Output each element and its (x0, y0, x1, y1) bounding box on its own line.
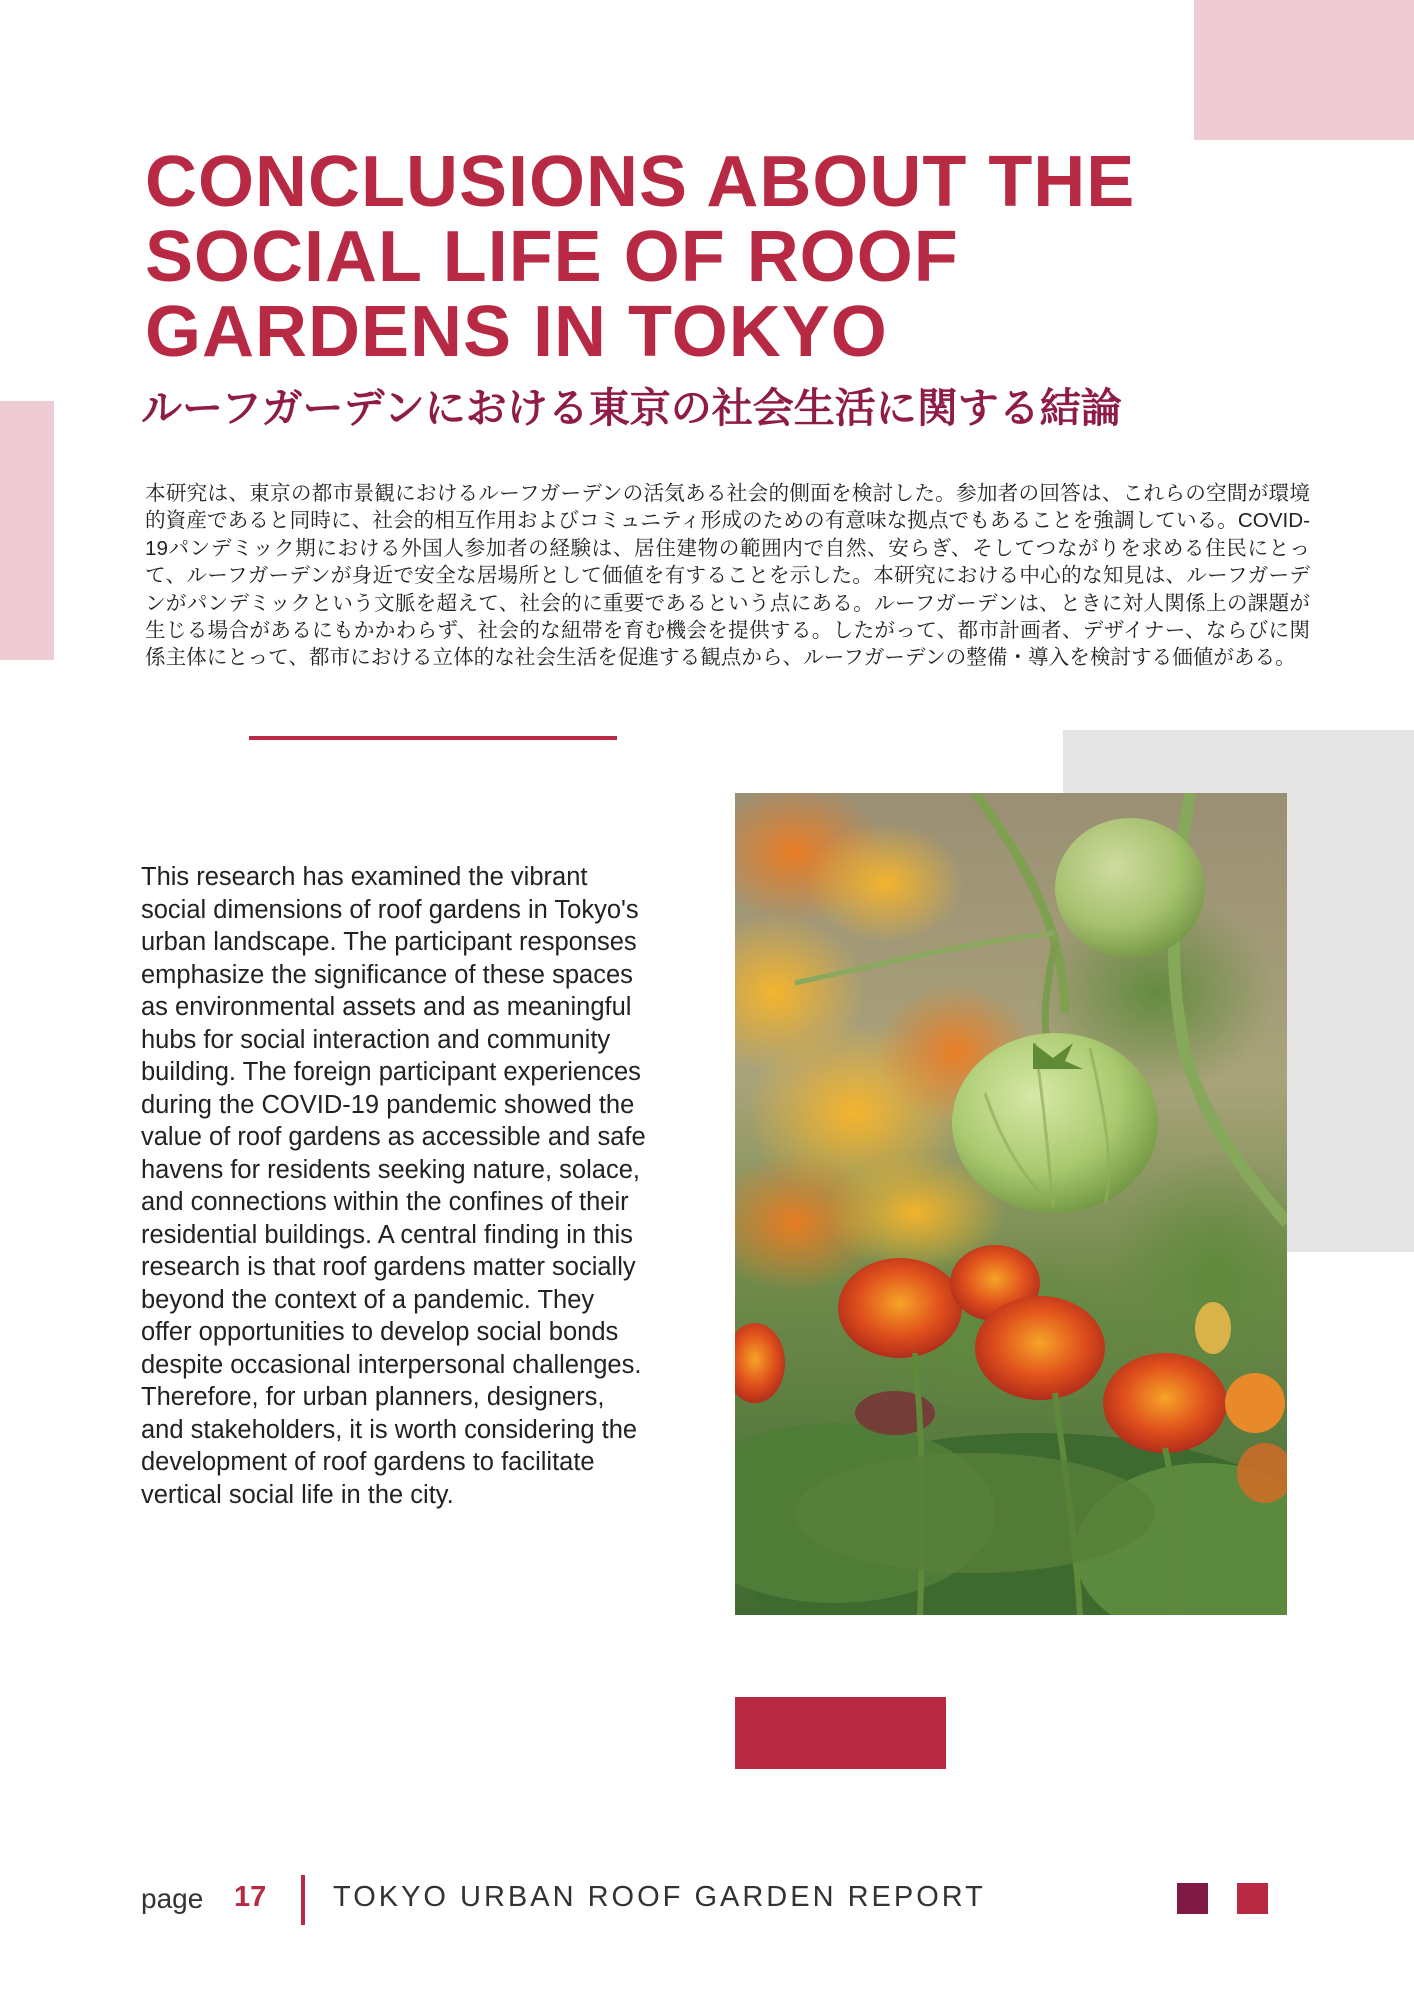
section-divider (249, 736, 617, 740)
footer-page-number: 17 (234, 1881, 267, 1913)
garden-photo (735, 793, 1287, 1615)
tomato-marigold-image (735, 793, 1287, 1615)
footer-square-dark (1177, 1883, 1208, 1914)
footer-page-label: page (141, 1883, 204, 1914)
japanese-paragraph: 本研究は、東京の都市景観におけるルーフガーデンの活気ある社会的側面を検討した。参加者の回答は、これらの空間が環境的資産であると同時に、社会的相互作用およびコミュニティ形成のための有意味な拠点でもあることを強調している。COVID-19パンデミック期における外国人参加者の経験は、居住建物の範囲内で自然、安らぎ、そしてつながりを求める住民にとって、ルーフガーデンが身近で安全な居場所として価値を有することを示した。本研究における中心的な知見は、ルーフガーデンがパンデミックという文脈を超えて、社会的に重要であるという点にある。ルーフガーデンは、ときに対人関係上の課題が生じる場合があるにもかかわらず、社会的な紐帯を育む機会を提供する。したがって、都市計画者、デザイナー、ならびに関係主体にとって、都市における立体的な社会生活を促進する観点から、ルーフガーデンの整備・導入を検討する価値がある。 (145, 482, 1310, 670)
decorative-crimson-block (735, 1697, 946, 1769)
page-title: CONCLUSIONS ABOUT THE SOCIAL LIFE OF ROOF GARDENS IN TOKYO (145, 142, 1136, 372)
footer-report-title: TOKYO URBAN ROOF GARDEN REPORT (333, 1881, 986, 1913)
decorative-pink-block-left (0, 401, 54, 660)
page-subtitle-japanese: ルーフガーデンにおける東京の社会生活に関する結論 (141, 385, 1122, 431)
decorative-pink-block-top (1194, 0, 1414, 140)
footer-square-accent (1237, 1883, 1268, 1914)
footer-divider (301, 1875, 305, 1925)
english-paragraph: This research has examined the vibrant social dimensions of roof gardens in Tokyo's urban landscape. The participant responses emphasize the significance of these spaces as environmental assets and as meaningful hubs for social interaction and community building. The foreign participant experiences during the COVID-19 pandemic showed the value of roof gardens as accessible and safe havens for residents seeking nature, solace, and connections within the confines of their residential buildings. A central finding in this research is that roof gardens matter socially beyond the context of a pandemic. They offer opportunities to develop social bonds despite occasional interpersonal challenges. Therefore, for urban planners, designers, and stakeholders, it is worth considering the development of roof gardens to facilitate vertical social life in the city. (141, 863, 646, 1509)
